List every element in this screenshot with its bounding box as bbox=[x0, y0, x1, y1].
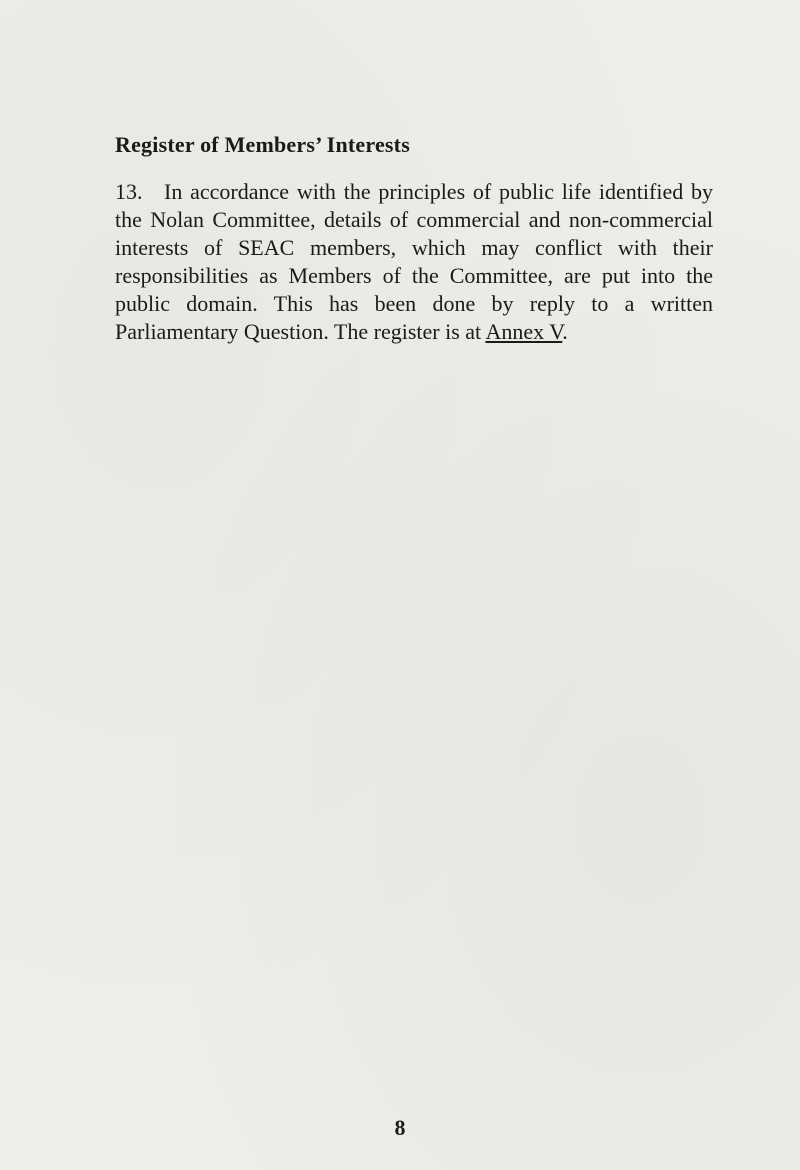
page-number: 8 bbox=[394, 1115, 406, 1140]
paragraph-number: 13. bbox=[115, 179, 143, 204]
paragraph-text: In accordance with the principles of public life identified by the Nolan Committee, details of commercial and non-commercial interests of SEAC members, which may conflict with their responsibilities as Members of the Committee, are put into the public domain. This has been done by reply to a written Parliamentary Question. The register is at bbox=[115, 179, 713, 344]
paragraph-end: . bbox=[562, 319, 568, 344]
section-heading: Register of Members’ Interests bbox=[115, 132, 410, 157]
annex-reference-link[interactable]: Annex V bbox=[485, 319, 563, 344]
paragraph-13 bbox=[115, 178, 713, 346]
